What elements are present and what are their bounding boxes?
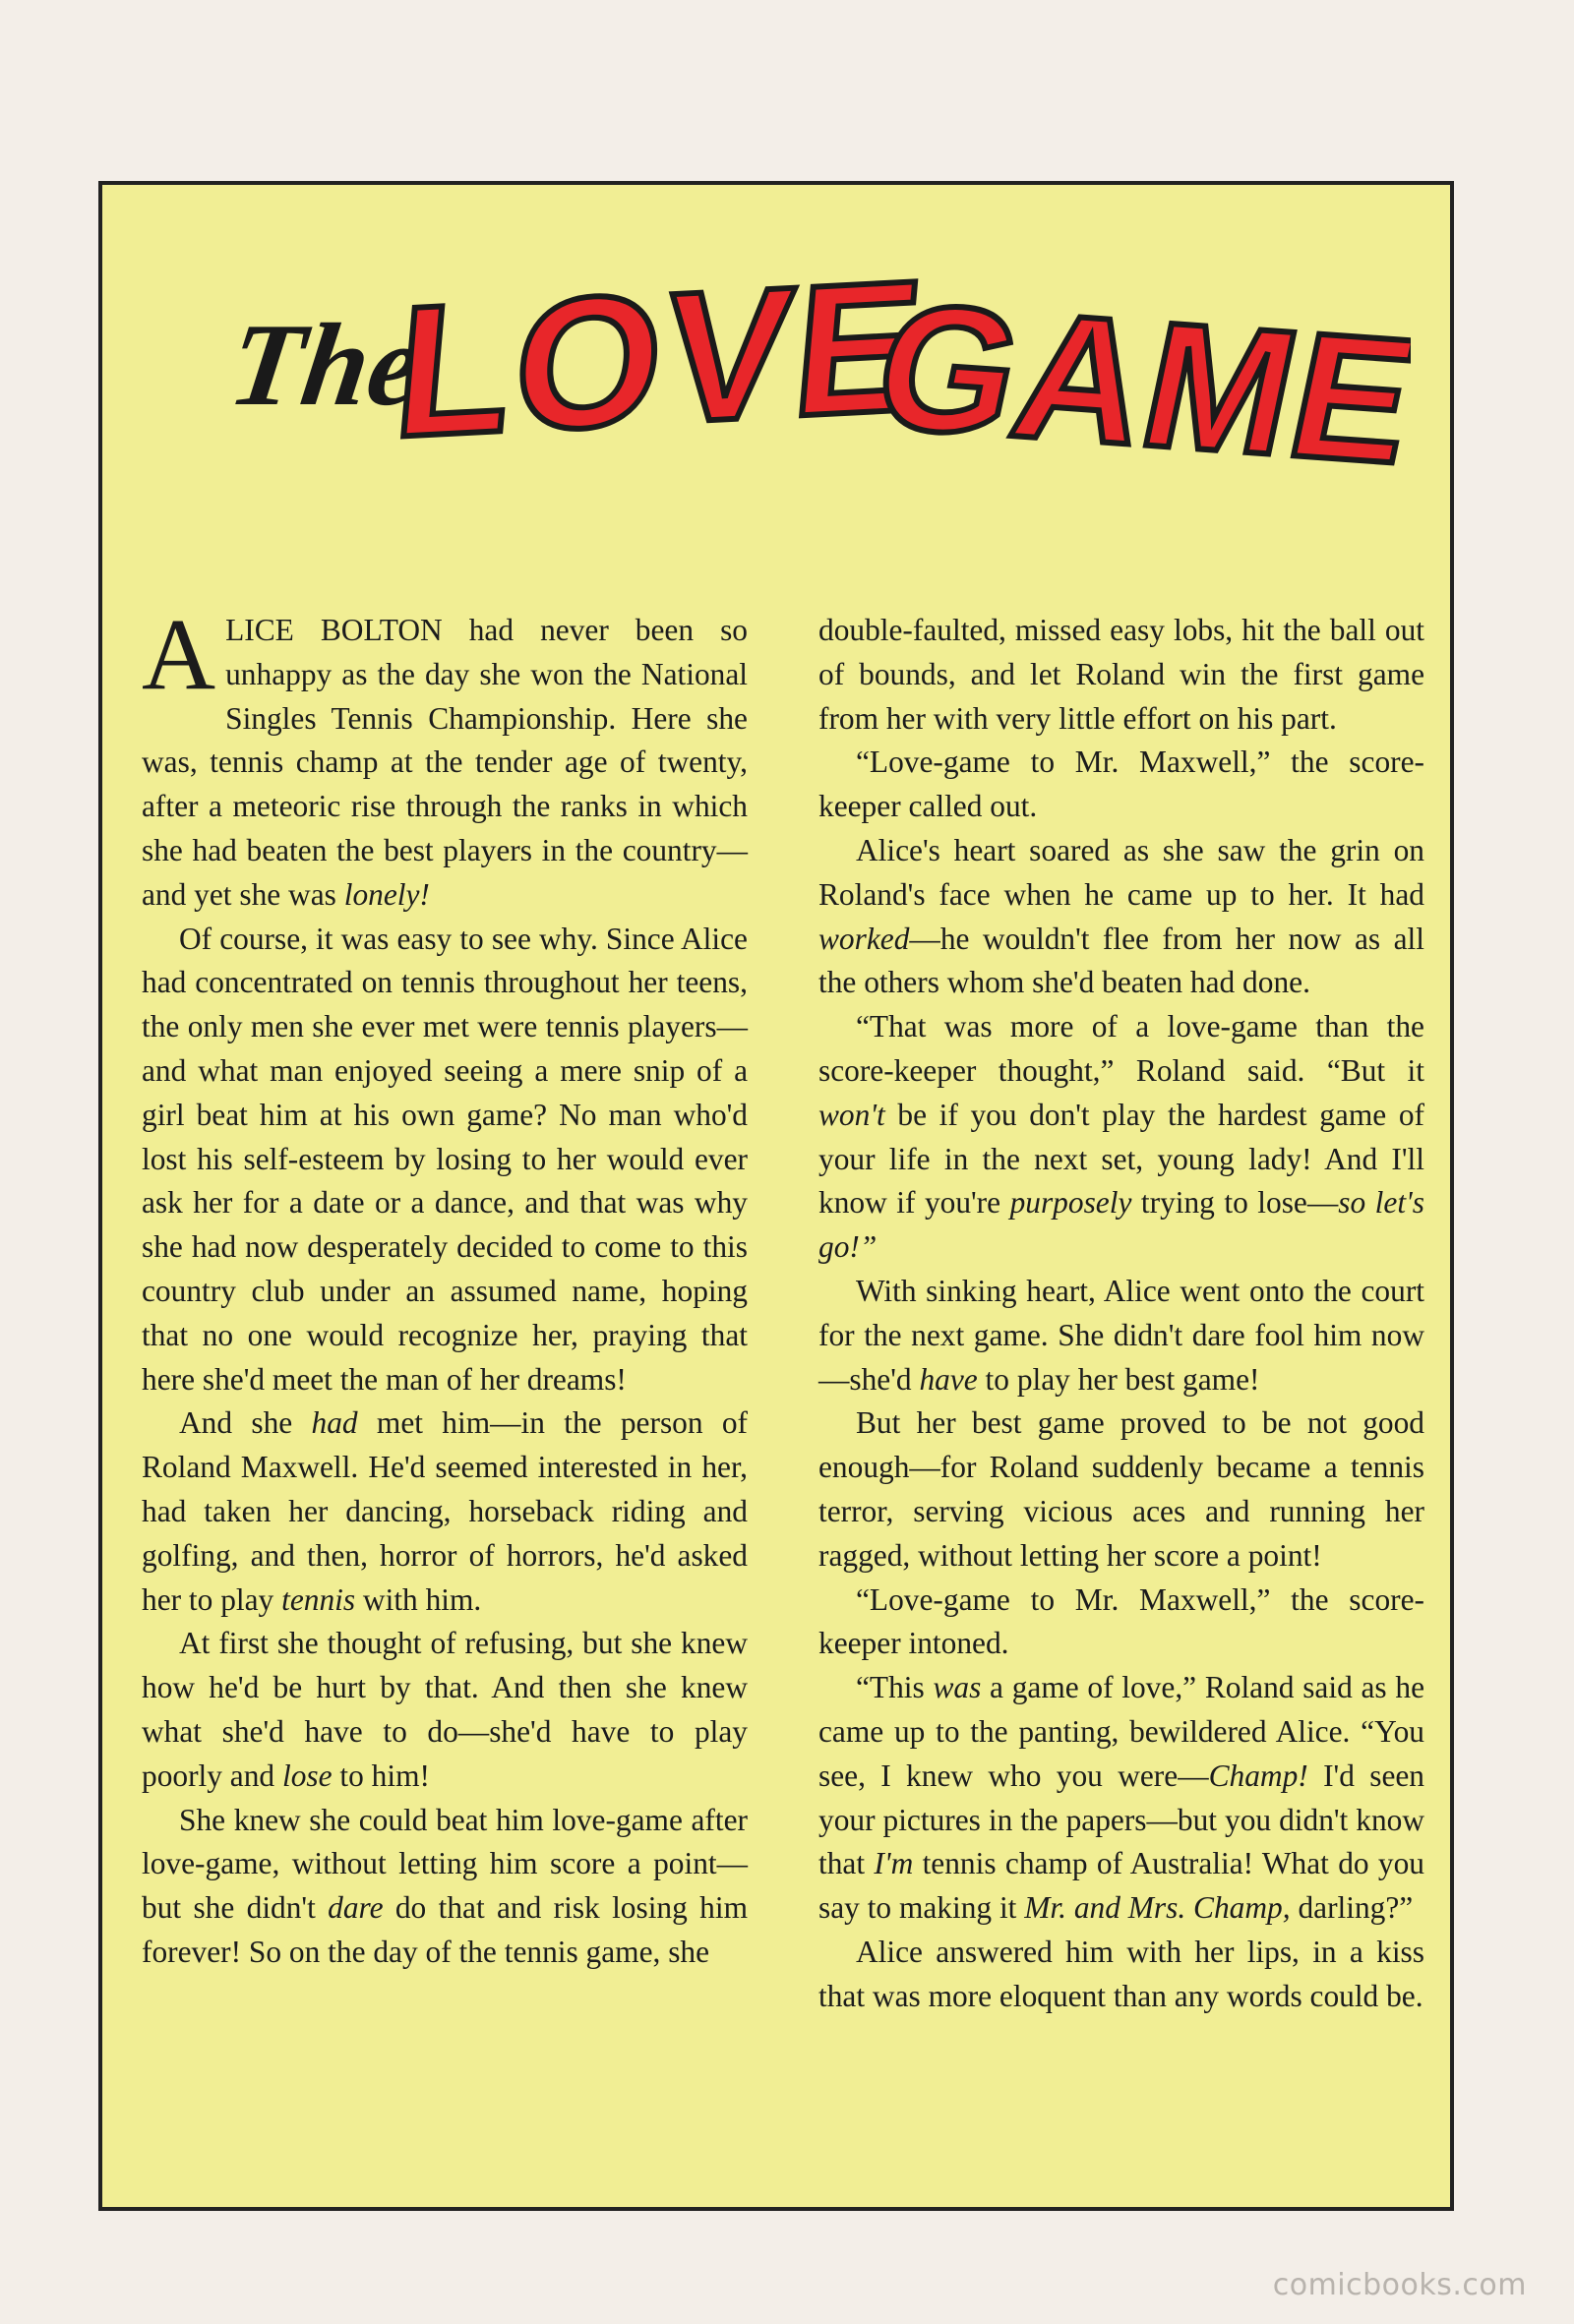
drop-cap: A	[142, 598, 216, 711]
paragraph: Alice answered him with her lips, in a kiss that was more eloquent than any words could be.	[818, 1934, 1424, 2013]
paragraph: Alice's heart soared as she saw the grin on Roland's face when he came up to her. It had worked—he wouldn't flee from her now as all the others whom she'd beaten had done.	[818, 832, 1424, 1000]
story-title	[171, 232, 1411, 586]
story-column-left	[142, 598, 748, 1975]
paragraph: “Love-game to Mr. Maxwell,” the score-keeper called out.	[818, 745, 1424, 824]
watermark-text: comicbooks.com	[1272, 2268, 1527, 2302]
paragraph: At first she thought of refusing, but she knew how he'd be hurt by that. And then she knew what she'd have to do—she'd have to play poorly and lose to him!	[142, 1626, 748, 1793]
title-word-love: LOVE	[387, 241, 934, 477]
paragraph: ALICE BOLTON had never been so unhappy as the day she won the National Singles Tennis Championship. Here she was, tennis champ at the tender age of twenty, after a meteoric rise through the ranks in which she had beaten the best players in the country—and yet she was lonely!	[142, 598, 748, 912]
story-column-right	[818, 609, 1424, 2019]
paragraph: “Love-game to Mr. Maxwell,” the score-keeper intoned.	[818, 1581, 1424, 1661]
paragraph: And she had met him—in the person of Roland Maxwell. He'd seemed interested in her, had taken her dancing, horseback riding and golfing, and then, horror of horrors, he'd asked her to play tennis with him.	[142, 1405, 748, 1617]
paragraph: “That was more of a love-game than the score-keeper thought,” Roland said. “But it won't be if you don't play the hardest game of your life in the next set, young lady! And I'll know if you're purposely trying to lose—so let's go!”	[818, 1009, 1424, 1265]
paragraph: Of course, it was easy to see why. Since Alice had concentrated on tennis throughout her teens, the only men she ever met were tennis players—and what man enjoyed seeing a mere snip of a girl beat him at his own game? No man who'd lost his self-esteem by losing to her would ever ask her for a date or a dance, and that was why she had now desperately decided to come to this country club under an assumed name, hoping that no one would recognize her, praying that here she'd meet the man of her dreams!	[142, 921, 748, 1397]
paragraph: “This was a game of love,” Roland said as he came up to the panting, bewildered Alice. “You see, I knew who you were—Champ! I'd seen your pictures in the papers—but you didn't know that I'm tennis champ of Australia! What do you say to making it Mr. and Mrs. Champ, darling?”	[818, 1670, 1425, 1926]
title-word-game: GAME	[860, 266, 1411, 502]
story-panel	[98, 181, 1454, 2211]
title-prefix: The	[221, 300, 431, 431]
paragraph: But her best game proved to be not good enough—for Roland suddenly became a tennis terror, serving vicious aces and running her ragged, without letting her score a point!	[818, 1405, 1424, 1573]
paragraph: double-faulted, missed easy lobs, hit the ball out of bounds, and let Roland win the first game from her with very little effort on his part.	[818, 613, 1424, 736]
paragraph: She knew she could beat him love-game after love-game, without letting him score a point—but she didn't dare do that and risk losing him forever! So on the day of the tennis game, she	[142, 1802, 748, 1969]
paragraph: With sinking heart, Alice went onto the court for the next game. She didn't dare fool him now—she'd have to play her best game!	[818, 1273, 1424, 1397]
